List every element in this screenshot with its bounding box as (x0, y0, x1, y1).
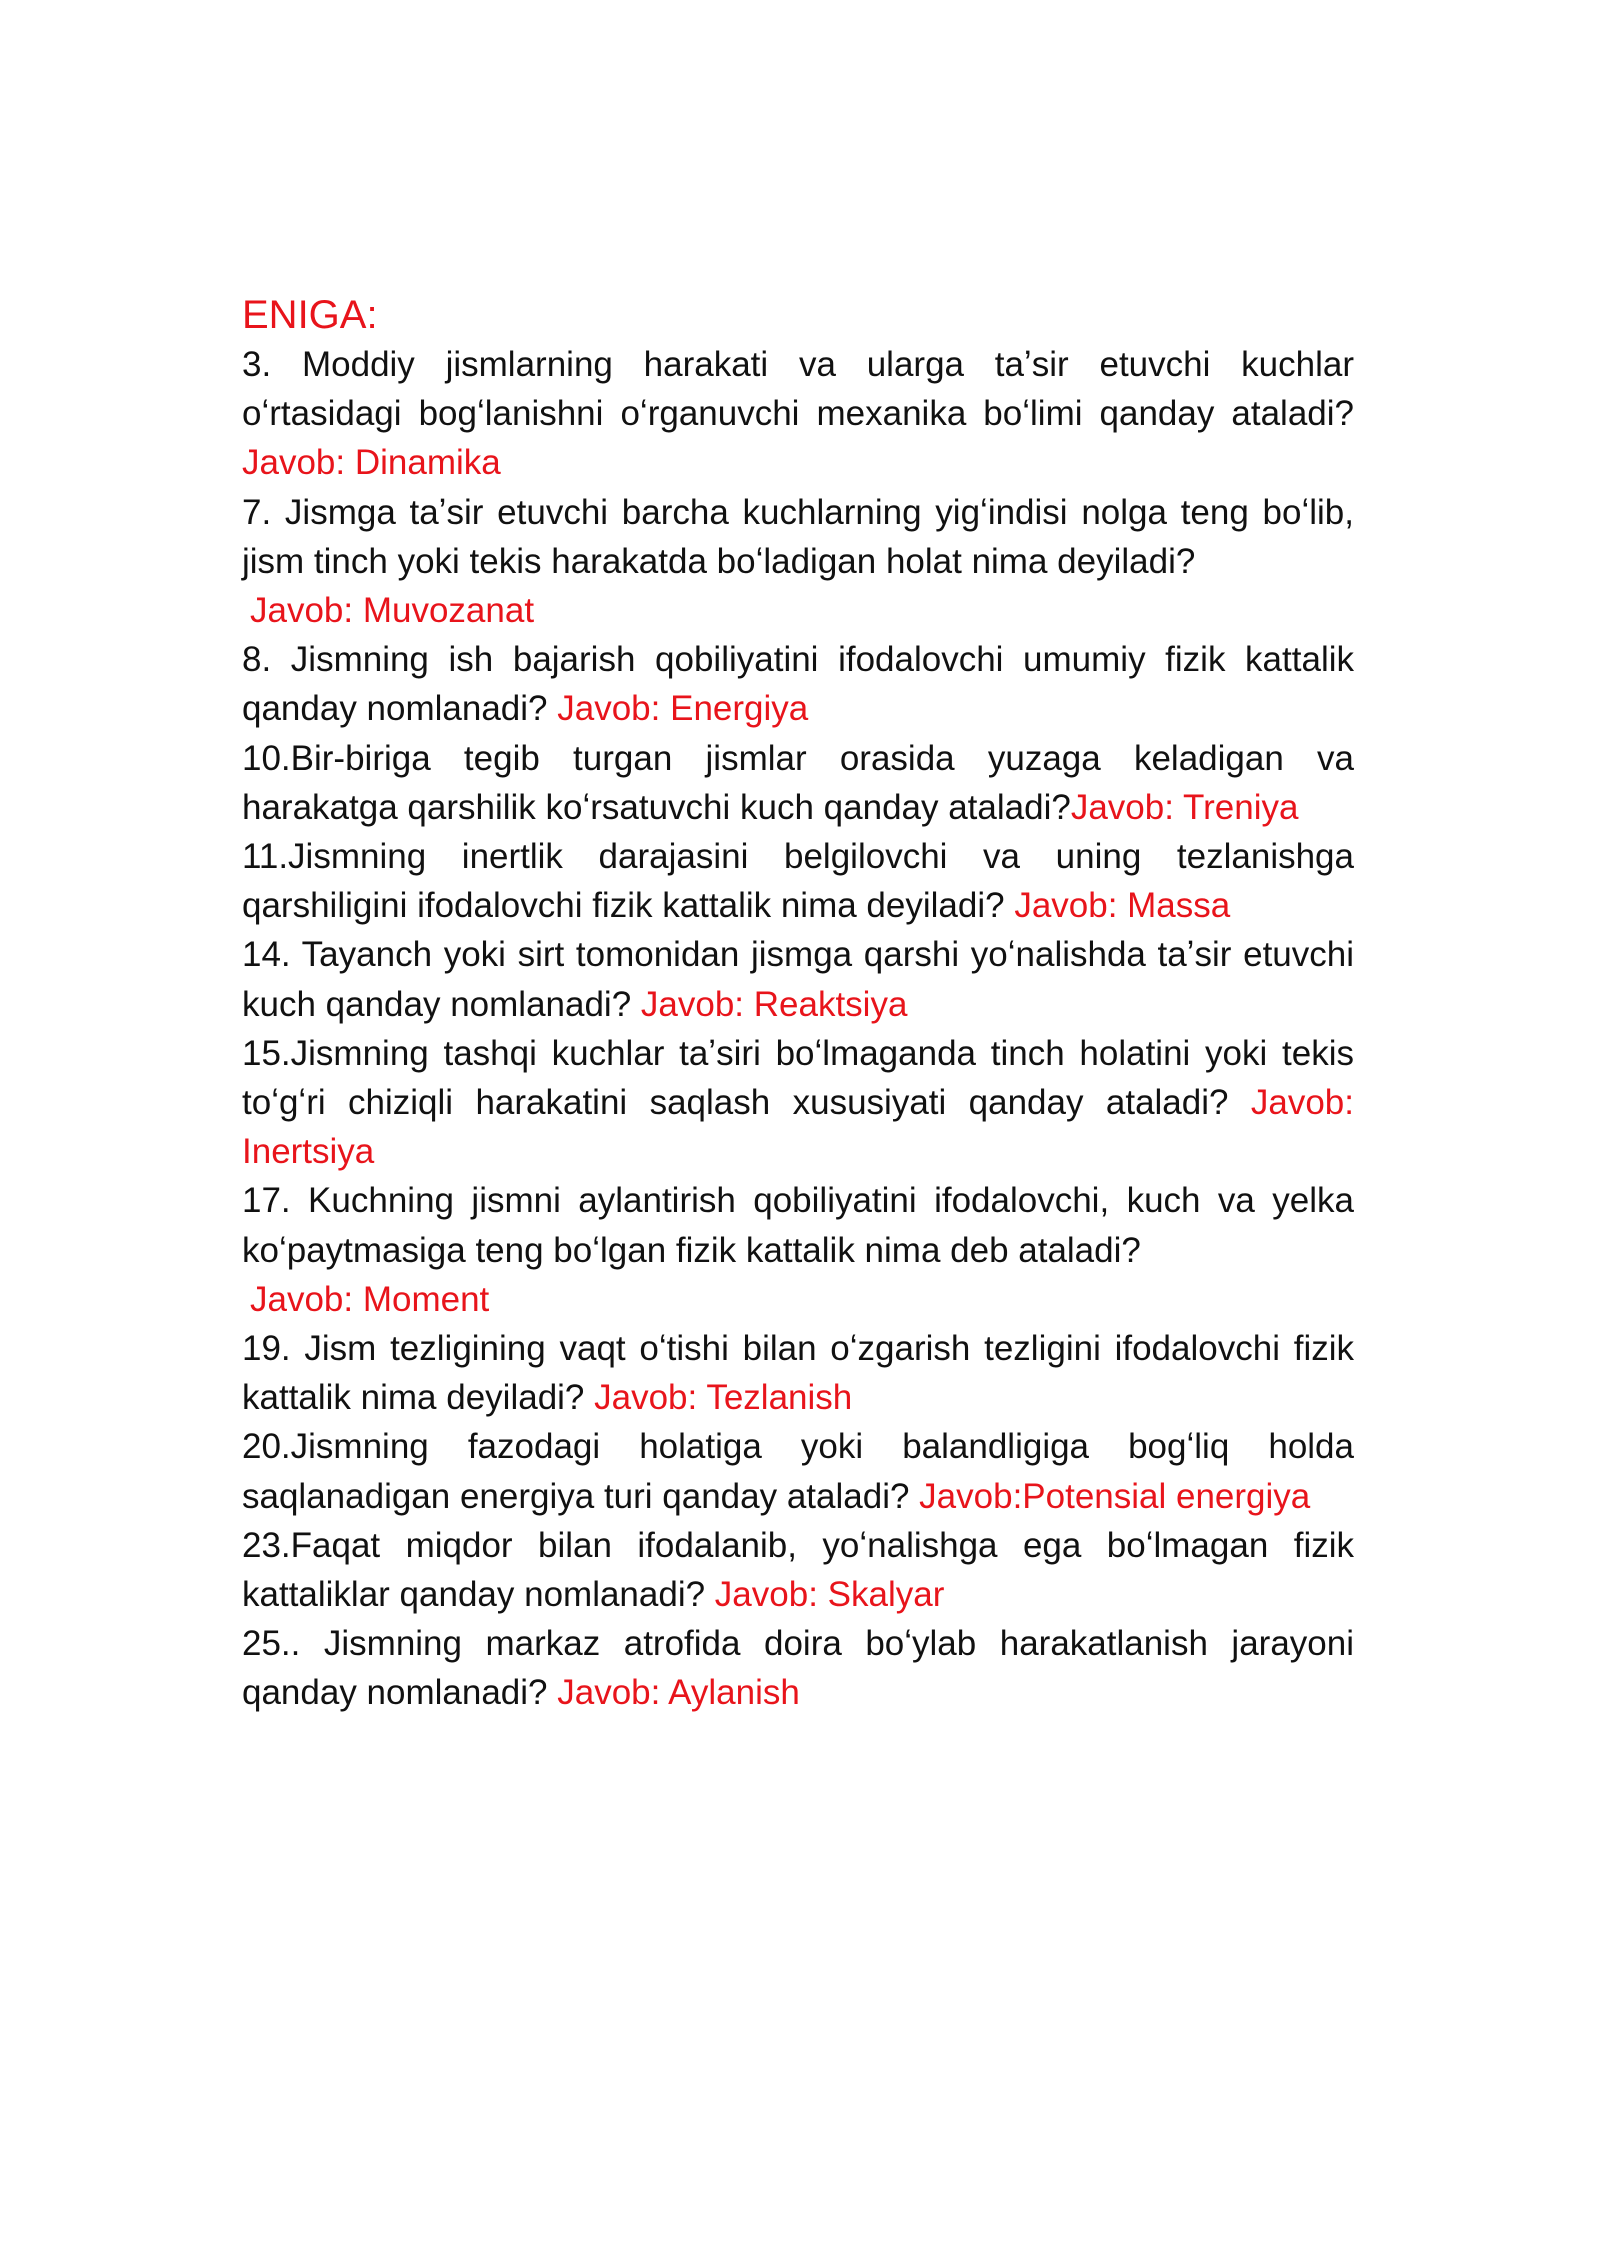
question-text: 10.Bir-biriga tegib turgan jismlar orasida yuzaga keladigan va harakatga qarshilik koʻrsatuvchi kuch qanday ataladi? (242, 738, 1354, 827)
answer-text: Javob: Tezlanish (594, 1378, 853, 1418)
qa-item-19 (242, 1324, 1354, 1422)
question-text: 17. Kuchning jismni aylantirish qobiliyatini ifodalovchi, kuch va yelka koʻpaytmasiga teng boʻlgan fizik kattalik nima deb ataladi? (242, 1181, 1354, 1270)
qa-item-23 (242, 1521, 1354, 1619)
qa-item-7 (242, 488, 1354, 636)
question-text: 14. Tayanch yoki sirt tomonidan jismga qarshi yoʻnalishda taʼsir etuvchi kuch qanday nomlanadi? (242, 935, 1354, 1024)
qa-item-17 (242, 1176, 1354, 1324)
question-text: 8. Jismning ish bajarish qobiliyatini ifodalovchi umumiy fizik kattalik qanday nomlanadi? (242, 640, 1354, 729)
question-text: 23.Faqat miqdor bilan ifodalanib, yoʻnalishga ega boʻlmagan fizik kattaliklar qanday nomlanadi? (242, 1525, 1354, 1615)
qa-item-11 (242, 832, 1354, 930)
answer-text: Javob: Massa (1014, 886, 1231, 926)
answer-text: Javob: Energiya (557, 689, 809, 729)
qa-item-25 (242, 1619, 1354, 1717)
answer-text: Javob: Skalyar (714, 1575, 945, 1615)
answer-text: Javob: Reaktsiya (640, 984, 908, 1024)
answer-text: Javob: Treniya (1070, 787, 1299, 827)
question-text: 3. Moddiy jismlarning harakati va ularga taʼsir etuvchi kuchlar oʻrtasidagi bogʻlanishni oʻrganuvchi mexanika boʻlimi qanday ataladi? (242, 345, 1354, 434)
qa-item-8 (242, 635, 1354, 733)
answer-text: Javob: Muvozanat (250, 591, 535, 631)
document-page (242, 288, 1354, 1718)
answer-text: Javob: Dinamika (242, 443, 501, 483)
question-text: 20.Jismning fazodagi holatiga yoki balandligiga bogʻliq holda saqlanadigan energiya turi qanday ataladi? (242, 1427, 1354, 1516)
question-text: 19. Jism tezligining vaqt oʻtishi bilan oʻzgarish tezligini ifodalovchi fizik kattalik nima deyiladi? (242, 1329, 1354, 1418)
question-text: 15.Jismning tashqi kuchlar taʼsiri boʻlmaganda tinch holatini yoki tekis toʻgʻri chiziqli harakatini saqlash xususiyati qanday ataladi? (242, 1033, 1354, 1123)
question-text: 25.. Jismning markaz atrofida doira boʻylab harakatlanish jarayoni qanday nomlanadi? (242, 1624, 1354, 1713)
answer-text: Javob:Potensial energiya (919, 1476, 1311, 1516)
answer-text: Javob: Aylanish (557, 1673, 800, 1713)
answer-text: Javob: Moment (250, 1279, 490, 1319)
qa-item-15 (242, 1029, 1354, 1177)
question-text: 7. Jismga taʼsir etuvchi barcha kuchlarning yigʻindisi nolga teng boʻlib, jism tinch yoki tekis harakatda boʻladigan holat nima deyiladi? (242, 492, 1354, 581)
qa-item-10 (242, 734, 1354, 832)
answer-text: Javob: Inertsiya (242, 1083, 1354, 1172)
qa-item-20 (242, 1422, 1354, 1520)
question-text: 11.Jismning inertlik darajasini belgilovchi va uning tezlanishga qarshiligini ifodalovchi fizik kattalik nima deyiladi? (242, 837, 1354, 926)
qa-item-14 (242, 930, 1354, 1028)
qa-item-3 (242, 340, 1354, 488)
section-heading: ENIGA: (242, 293, 378, 337)
